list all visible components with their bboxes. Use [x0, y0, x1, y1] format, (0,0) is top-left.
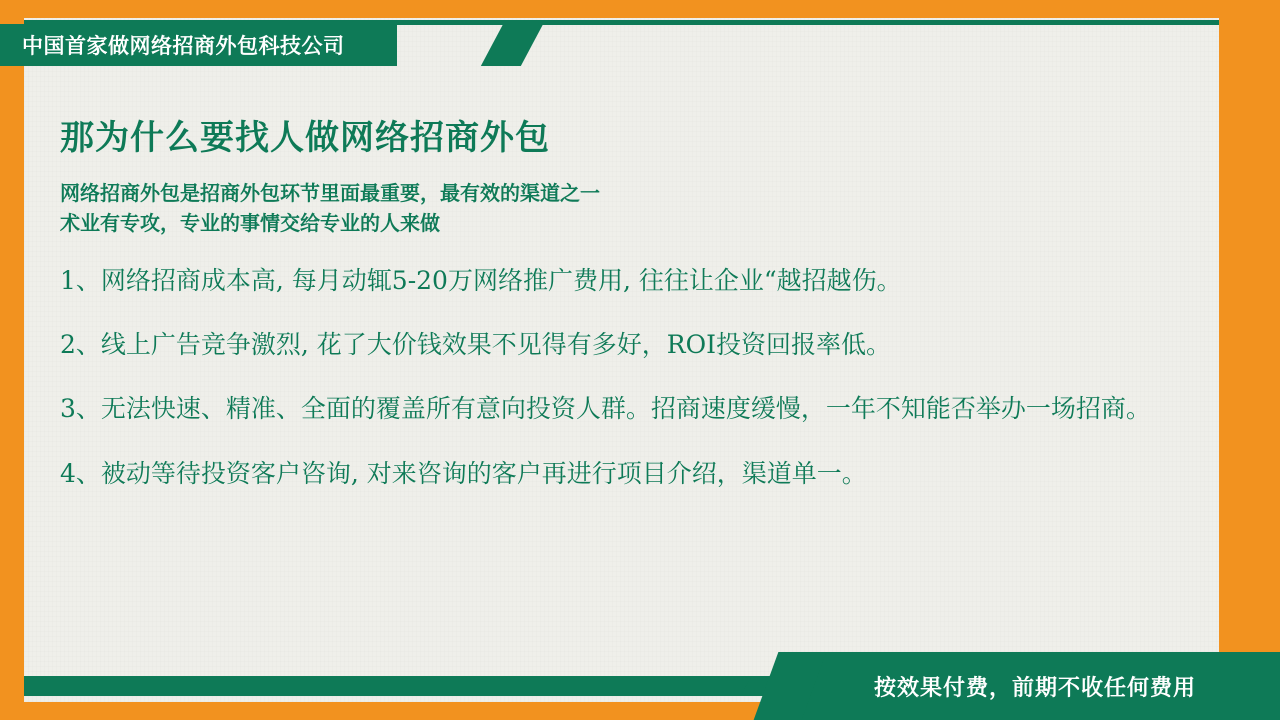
top-ribbon-label: 中国首家做网络招商外包科技公司 — [22, 35, 345, 58]
subtitle-line-2: 术业有专攻，专业的事情交给专业的人来做 — [60, 212, 440, 235]
list-item: 1、网络招商成本高, 每月动辄5-20万网络推广费用, 往往让企业“越招越伤。 — [60, 265, 902, 295]
top-ribbon — [0, 24, 397, 66]
subtitle-block — [60, 179, 1180, 239]
footer-banner — [790, 652, 1280, 720]
main-content — [60, 118, 1180, 492]
bullet-list — [60, 263, 1180, 492]
list-item: 3、无法快速、精准、全面的覆盖所有意向投资人群。招商速度缓慢，一年不知能否举办一场招商。 — [60, 394, 1151, 424]
page-title: 那为什么要找人做网络招商外包 — [60, 119, 550, 157]
list-item: 2、线上广告竞争激烈, 花了大价钱效果不见得有多好，ROI投资回报率低。 — [60, 330, 891, 360]
list-item: 4、被动等待投资客户咨询, 对来咨询的客户再进行项目介绍，渠道单一。 — [60, 458, 867, 488]
subtitle-line-1: 网络招商外包是招商外包环节里面最重要，最有效的渠道之一 — [60, 182, 600, 205]
footer-accent-bar — [24, 676, 764, 696]
footer-label: 按效果付费，前期不收任何费用 — [873, 674, 1196, 700]
